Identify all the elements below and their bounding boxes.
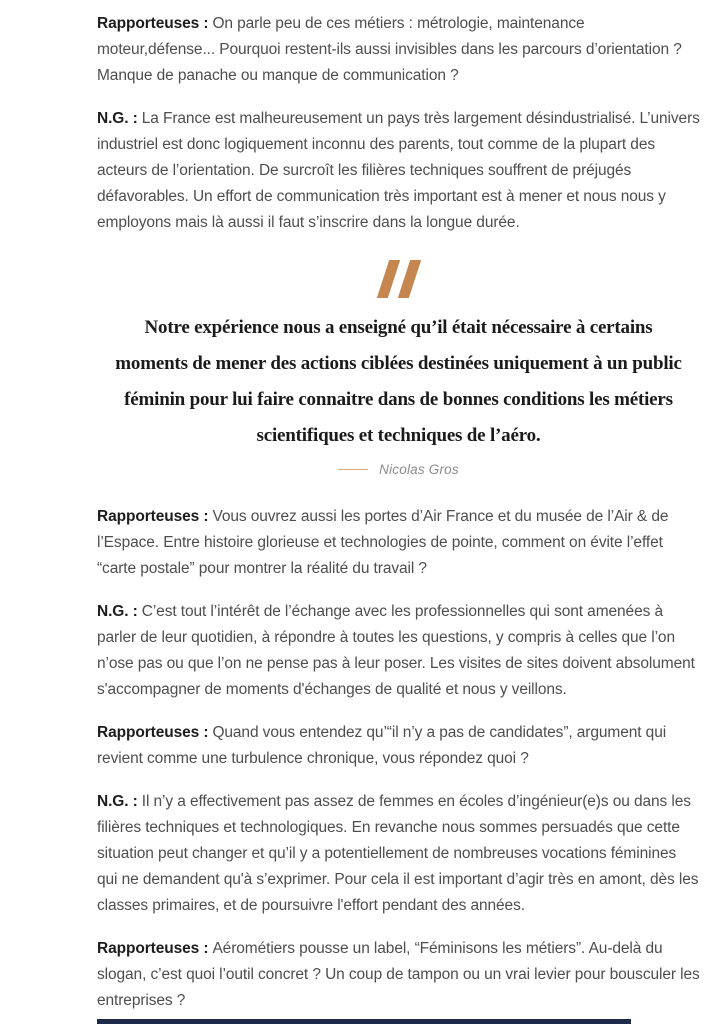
qa-text: Aérométiers pousse un label, “Féminisons les métiers”. Au-delà du slogan, c’est quoi l’outil concret ? Un coup de tampon ou un vrai levier pour bousculer les entreprises ? [97,940,700,1009]
qa-paragraph [97,936,700,1014]
pull-quote-line: féminin pour lui faire connaitre dans de bonnes conditions les métiers [124,389,673,410]
qa-text: On parle peu de ces métiers : métrologie, maintenance moteur,défense... Pourquoi restent-ils aussi invisibles dans les parcours d’orientation ? Manque de panache ou manque de communication ? [97,15,682,84]
qa-speaker-label: Rapporteuses : [97,940,209,957]
qa-speaker-label: N.G. : [97,793,138,810]
quote-mark-bar [397,260,420,298]
qa-text: Vous ouvrez aussi les portes d’Air France et du musée de l’Air & de l’Espace. Entre histoire glorieuse et technologies de pointe, comment on évite l’effet “carte postale” pour montrer la réalité du travail ? [97,508,669,577]
qa-text: Il n’y a effectivement pas assez de femmes en écoles d’ingénieur(e)s ou dans les filières techniques et technologiques. En revanche nous sommes persuadés que cette situation peut changer et qu’il y a potentiellement de nombreuses vocations féminines qui ne demandent qu'à s’exprimer. Pour cela il est important d’agir très en amont, dès les classes primaires, et de poursuivre l'effort pendant des années. [97,793,699,914]
pull-quote [97,260,700,478]
qa-speaker-label: N.G. : [97,603,138,620]
qa-text: Quand vous entendez qu’“il n’y a pas de candidates”, argument qui revient comme une turbulence chronique, vous répondez quoi ? [97,724,667,767]
footer-section-edge [97,1019,631,1024]
pull-quote-line: moments de mener des actions ciblées destinées uniquement à un public [115,353,682,374]
interview-content [97,11,700,1031]
pull-quote-line: Notre expérience nous a enseigné qu’il était nécessaire à certains [144,317,653,338]
attribution-dash [338,469,368,470]
pull-quote-line: scientifiques et techniques de l’aéro. [256,425,541,446]
qa-paragraph [97,720,700,772]
quote-attribution [97,460,700,478]
qa-speaker-label: Rapporteuses : [97,724,209,741]
attribution-name: Nicolas Gros [379,461,459,477]
qa-text: C’est tout l’intérêt de l’échange avec les professionnelles qui sont amenées à parler de leur quotidien, à répondre à toutes les questions, y compris à celles que l’on n’ose pas ou que l’on ne pense pas à leur poser. Les visites de sites doivent absolument s'accompagner de moments d'échanges de qualité et nous y veillons. [97,603,695,698]
qa-paragraph [97,789,700,919]
qa-speaker-label: Rapporteuses : [97,15,209,32]
quote-mark-icon [383,260,415,298]
quote-mark-bar [376,260,399,298]
qa-speaker-label: N.G. : [97,110,138,127]
qa-paragraph [97,599,700,703]
qa-text: La France est malheureusement un pays très largement désindustrialisé. L’univers industriel est donc logiquement inconnu des parents, tout comme de la plupart des acteurs de l’orientation. De surcroît les filières techniques souffrent de préjugés défavorables. Un effort de communication très important est à mener et nous nous y employons mais là aussi il faut s’inscrire dans la longue durée. [97,110,700,231]
qa-paragraph [97,106,700,236]
qa-paragraph [97,11,700,89]
qa-speaker-label: Rapporteuses : [97,508,209,525]
qa-paragraph [97,504,700,582]
